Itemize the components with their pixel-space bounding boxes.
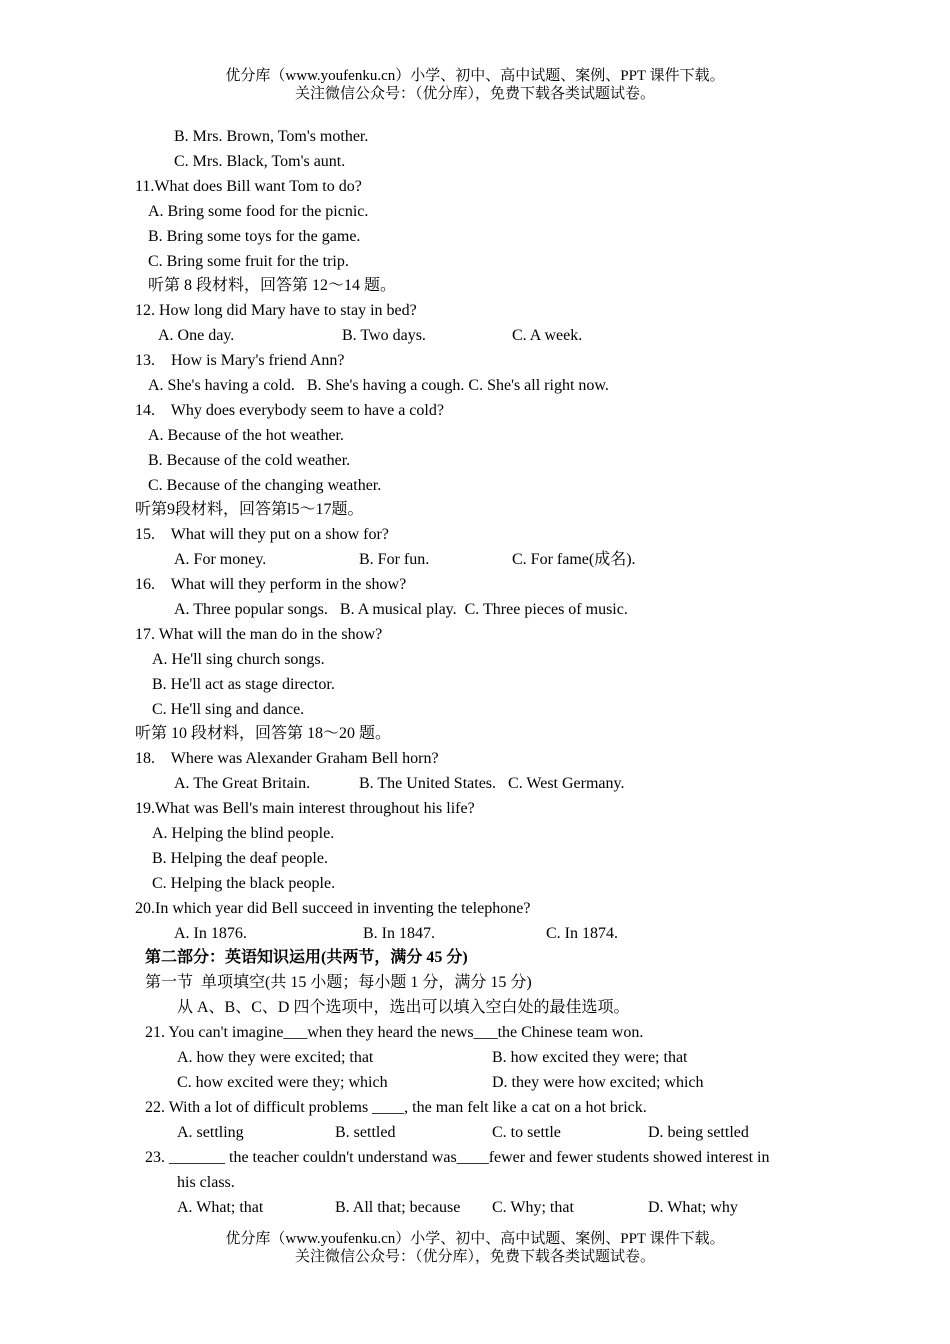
q22-option-c: C. to settle [492,1124,561,1141]
q12-option-b: B. Two days. [342,327,426,344]
section-10-instruction: 听第 10 段材料，回答第 18～20 题。 [135,725,392,742]
q20-option-b: B. In 1847. [363,925,435,942]
q14-option-b: B. Because of the cold weather. [148,452,351,469]
q17-stem: 17. What will the man do in the show? [135,626,383,643]
q23-stem-continued: his class. [177,1174,235,1191]
q21-option-d: D. they were how excited; which [492,1074,704,1091]
q23-stem: 23. _______ the teacher couldn't understand was____fewer and fewer students showed interest in [145,1149,770,1166]
q20-option-a: A. In 1876. [174,925,247,942]
q18-option-a: A. The Great Britain. [174,775,311,792]
q21-option-b: B. how excited they were; that [492,1049,688,1066]
q10-option-b: B. Mrs. Brown, Tom's mother. [174,128,369,145]
q15-option-c: C. For fame(成名). [512,551,636,568]
q17-option-b: B. He'll act as stage director. [152,676,335,693]
q11-stem: 11.What does Bill want Tom to do? [135,178,362,195]
q17-option-c: C. He'll sing and dance. [152,701,305,718]
q18-stem: 18. Where was Alexander Graham Bell horn? [135,750,439,767]
q19-stem: 19.What was Bell's main interest throughout his life? [135,800,475,817]
q22-option-a: A. settling [177,1124,244,1141]
q14-option-a: A. Because of the hot weather. [148,427,344,444]
part2-section1-title: 第一节 单项填空(共 15 小题；每小题 1 分，满分 15 分) [145,974,532,991]
q19-option-b: B. Helping the deaf people. [152,850,328,867]
section-9-instruction: 听第9段材料，回答第l5～17题。 [135,501,364,518]
q20-option-c: C. In 1874. [546,925,618,942]
q15-option-a: A. For money. [174,551,267,568]
q21-stem: 21. You can't imagine___when they heard the news___the Chinese team won. [145,1024,644,1041]
q13-options: A. She's having a cold. B. She's having a cough. C. She's all right now. [148,377,609,394]
q12-option-c: C. A week. [512,327,583,344]
q12-stem: 12. How long did Mary have to stay in bed? [135,302,417,319]
q12-option-a: A. One day. [158,327,235,344]
q18-options-bc: B. The United States. C. West Germany. [359,775,625,792]
q10-option-c: C. Mrs. Black, Tom's aunt. [174,153,346,170]
q16-stem: 16. What will they perform in the show? [135,576,407,593]
part2-title: 第二部分：英语知识运用(共两节，满分 45 分) [145,949,468,966]
q14-option-c: C. Because of the changing weather. [148,477,382,494]
q22-option-d: D. being settled [648,1124,749,1141]
q11-option-a: A. Bring some food for the picnic. [148,203,369,220]
part2-instruction: 从 A、B、C、D 四个选项中，选出可以填入空白处的最佳选项。 [177,999,630,1016]
q16-options: A. Three popular songs. B. A musical play. C. Three pieces of music. [174,601,628,618]
q19-option-a: A. Helping the blind people. [152,825,335,842]
q15-option-b: B. For fun. [359,551,430,568]
header-line-1: 优分库（www.youfenku.cn）小学、初中、高中试题、案例、PPT 课件下载。 [225,68,725,84]
header-line-2: 关注微信公众号：（优分库），免费下载各类试题试卷。 [294,86,655,102]
q22-stem: 22. With a lot of difficult problems ____, the man felt like a cat on a hot brick. [145,1099,647,1116]
q23-option-a: A. What; that [177,1199,264,1216]
q21-option-a: A. how they were excited; that [177,1049,374,1066]
q22-option-b: B. settled [335,1124,396,1141]
q20-stem: 20.In which year did Bell succeed in inventing the telephone? [135,900,531,917]
q23-option-c: C. Why; that [492,1199,574,1216]
footer-line-1: 优分库（www.youfenku.cn）小学、初中、高中试题、案例、PPT 课件下载。 [225,1231,725,1247]
q14-stem: 14. Why does everybody seem to have a cold? [135,402,444,419]
q23-option-b: B. All that; because [335,1199,461,1216]
q11-option-c: C. Bring some fruit for the trip. [148,253,349,270]
q17-option-a: A. He'll sing church songs. [152,651,325,668]
footer-line-2: 关注微信公众号：（优分库），免费下载各类试题试卷。 [294,1249,655,1265]
q13-stem: 13. How is Mary's friend Ann? [135,352,345,369]
q15-stem: 15. What will they put on a show for? [135,526,389,543]
q19-option-c: C. Helping the black people. [152,875,336,892]
section-8-instruction: 听第 8 段材料，回答第 12～14 题。 [148,277,397,294]
q11-option-b: B. Bring some toys for the game. [148,228,361,245]
q23-option-d: D. What; why [648,1199,738,1216]
q21-option-c: C. how excited were they; which [177,1074,388,1091]
